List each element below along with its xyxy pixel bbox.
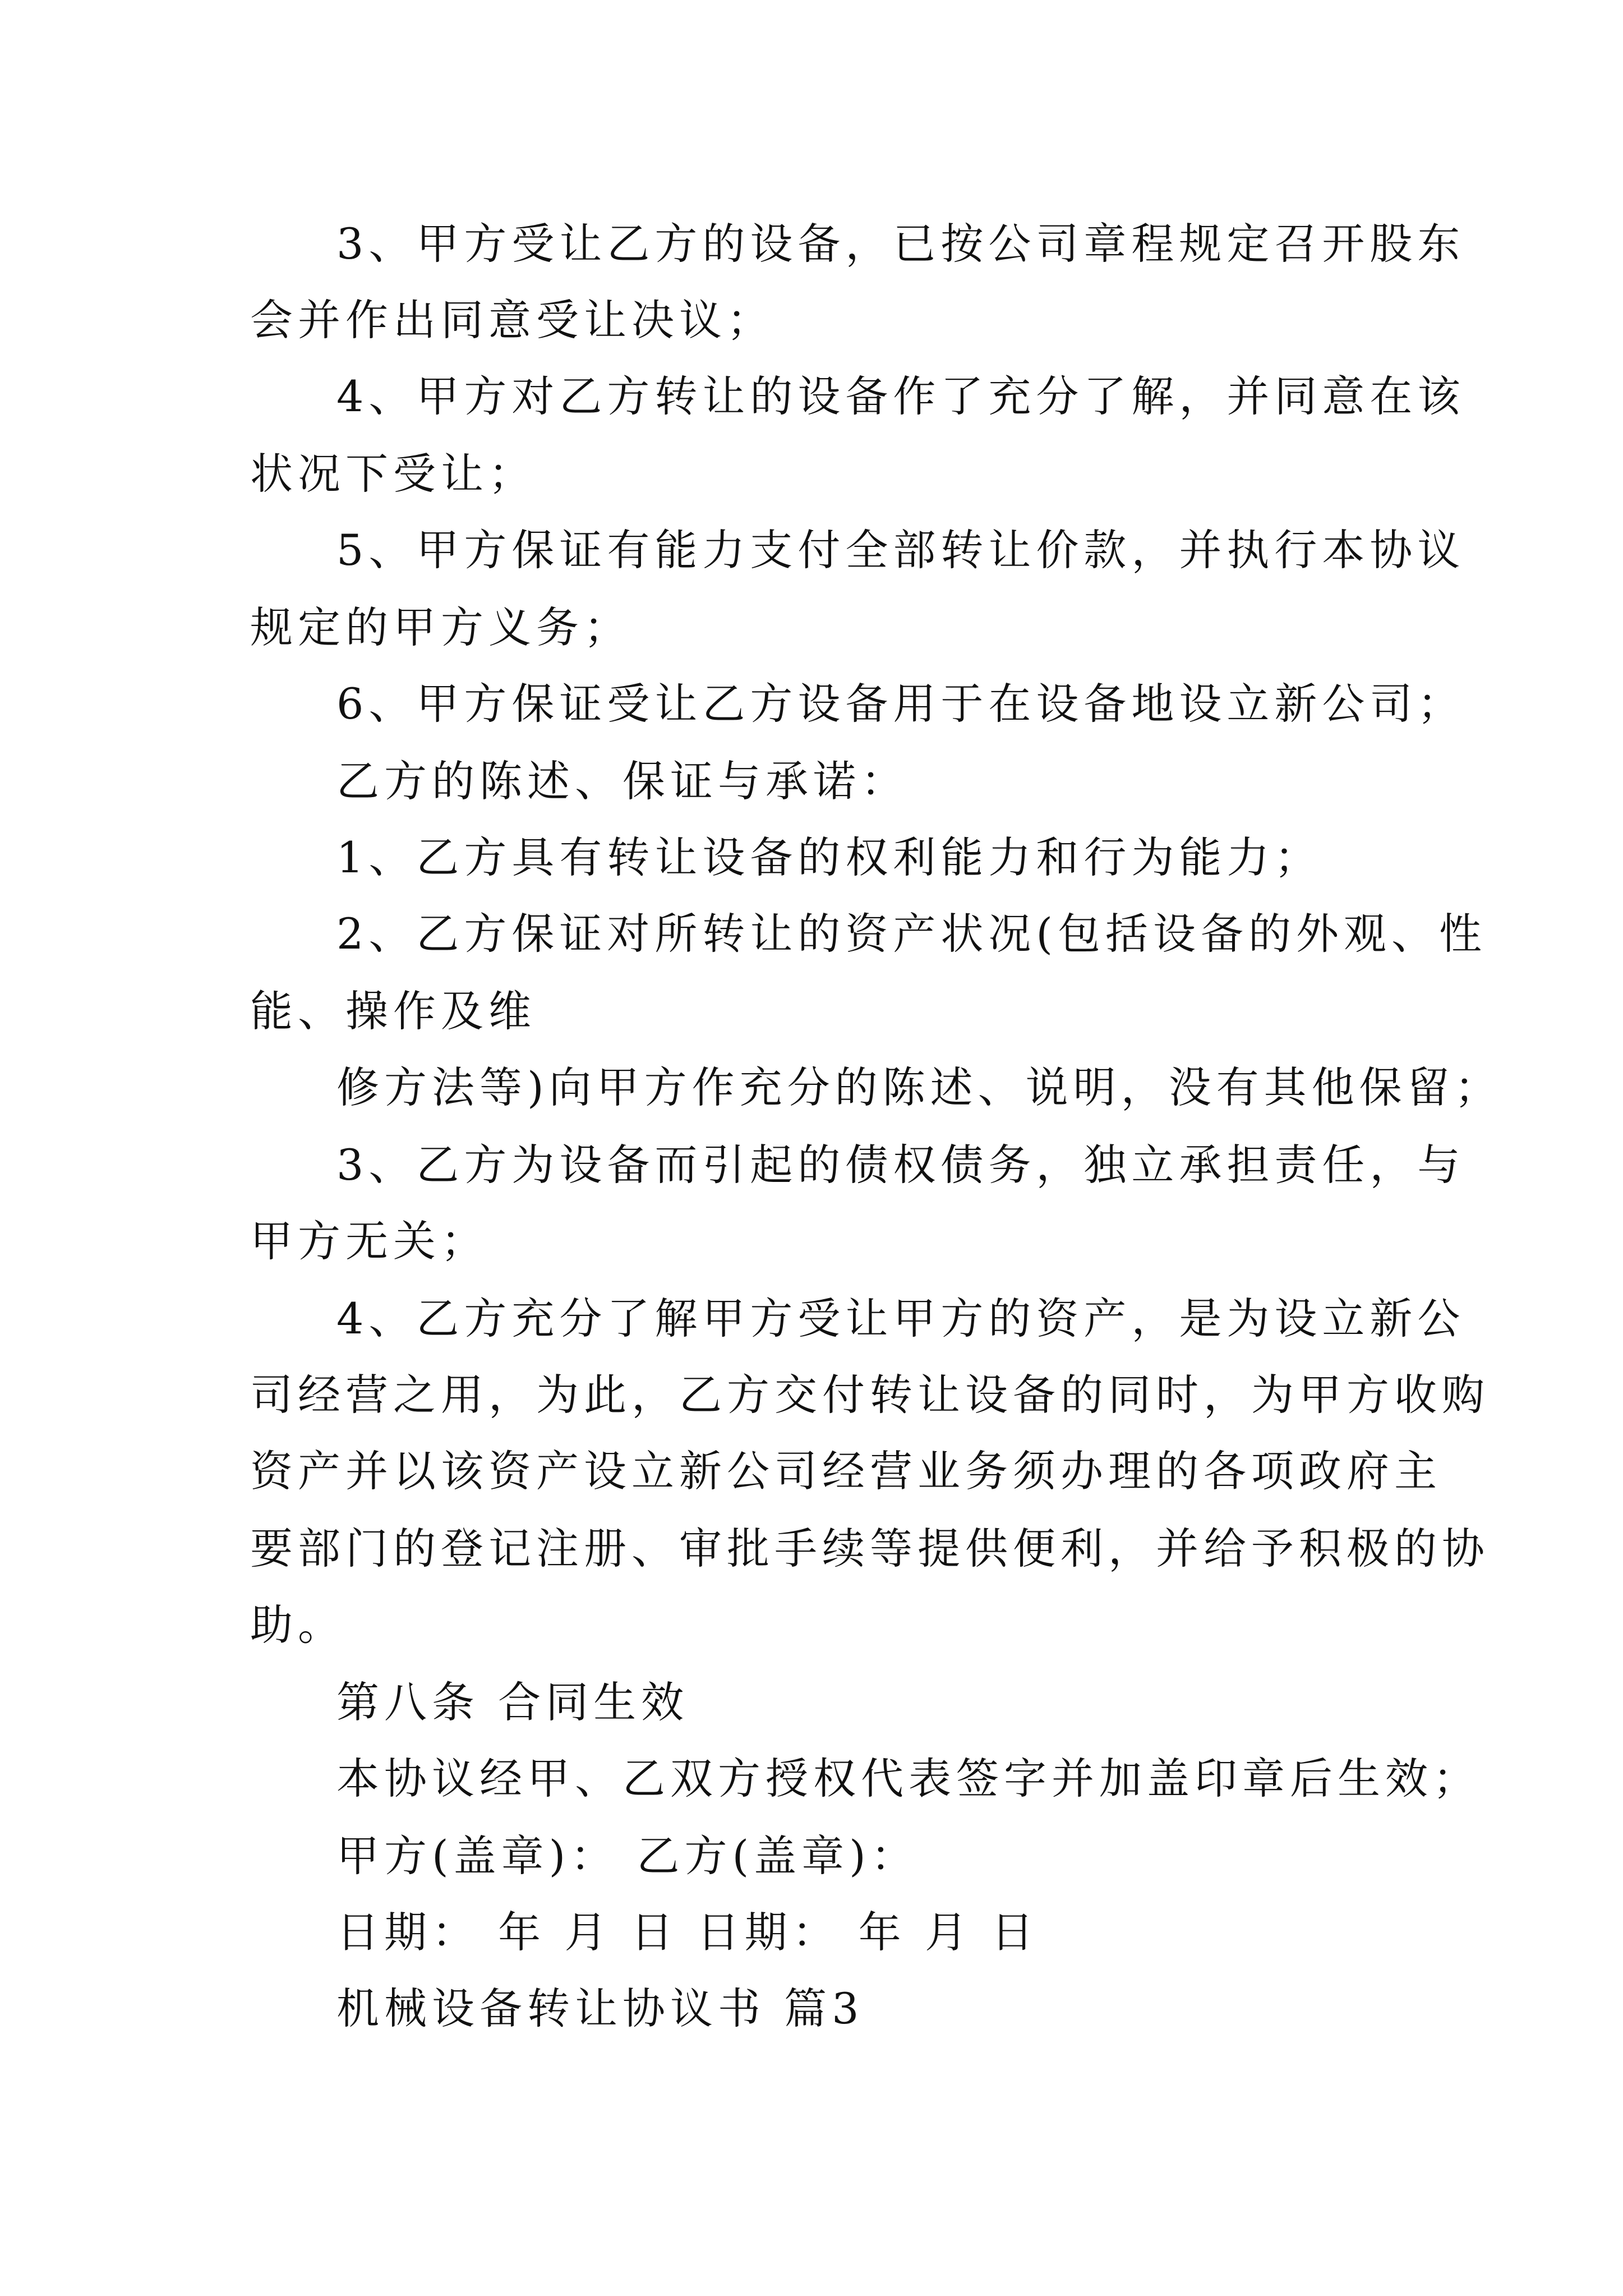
text-line: 甲方无关； bbox=[250, 1216, 488, 1266]
text-line: 4、甲方对乙方转让的设备作了充分了解，并同意在该 bbox=[336, 371, 1465, 421]
text-line: 助。 bbox=[250, 1600, 345, 1650]
text-line: 状况下受让； bbox=[250, 449, 536, 499]
text-line: 5、甲方保证有能力支付全部转让价款，并执行本协议 bbox=[336, 525, 1465, 575]
text-line: 4、乙方充分了解甲方受让甲方的资产，是为设立新公 bbox=[336, 1294, 1465, 1343]
text-line: 2、乙方保证对所转让的资产状况(包括设备的外观、性 bbox=[336, 909, 1487, 959]
text-line: 司经营之用，为此，乙方交付转让设备的同时，为甲方收购 bbox=[250, 1370, 1490, 1420]
text-line: 要部门的登记注册、审批手续等提供便利，并给予积极的协 bbox=[250, 1524, 1490, 1573]
text-line: 会并作出同意受让决议； bbox=[250, 295, 774, 345]
text-line: 资产并以该资产设立新公司经营业务须办理的各项政府主 bbox=[250, 1446, 1442, 1496]
text-line: 本协议经甲、乙双方授权代表签字并加盖印章后生效； bbox=[336, 1754, 1481, 1803]
section-heading: 机械设备转让协议书 篇3 bbox=[336, 1984, 864, 2033]
text-line: 乙方的陈述、保证与承诺： bbox=[336, 756, 909, 806]
date-line: 日期： 年 月 日 日期： 年 月 日 bbox=[336, 1907, 1039, 1957]
text-line: 能、操作及维 bbox=[250, 986, 536, 1036]
text-line: 6、甲方保证受让乙方设备用于在设备地设立新公司； bbox=[336, 679, 1465, 729]
text-line: 规定的甲方义务； bbox=[250, 602, 631, 652]
text-line: 修方法等)向甲方作充分的陈述、说明，没有其他保留； bbox=[336, 1062, 1502, 1112]
signature-line: 甲方(盖章)： 乙方(盖章)： bbox=[336, 1831, 919, 1881]
text-line: 3、乙方为设备而引起的债权债务，独立承担责任，与 bbox=[336, 1140, 1465, 1190]
section-heading: 第八条 合同生效 bbox=[336, 1677, 689, 1727]
text-line: 1、乙方具有转让设备的权利能力和行为能力； bbox=[336, 832, 1322, 882]
text-line: 3、甲方受让乙方的设备，已按公司章程规定召开股东 bbox=[336, 219, 1465, 269]
